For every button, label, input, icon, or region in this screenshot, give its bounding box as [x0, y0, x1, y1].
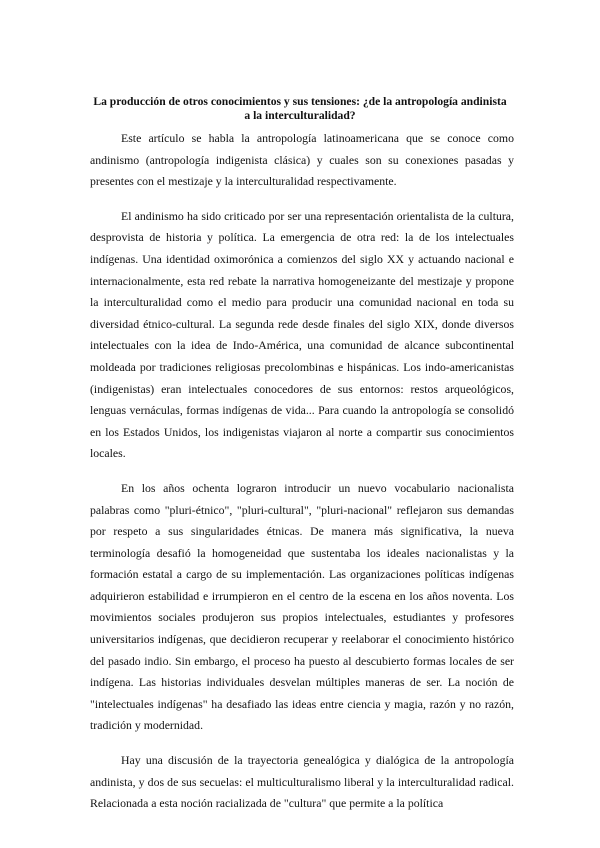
- paragraph-1: Este artículo se habla la antropología latinoamericana que se conoce como andinismo (antropología indigenista clásica) y cuales son su conexiones pasadas y presentes con el mestizaje y la interculturalidad respectivamente.: [90, 131, 514, 189]
- paragraph-4: Hay una discusión de la trayectoria genealógica y dialógica de la antropología andinista, y dos de sus secuelas: el multiculturalismo liberal y la interculturalidad radical. Relacionada a esta noción racializada de "cultura" que permite a la política: [90, 753, 514, 811]
- document-body: [90, 128, 514, 828]
- document-title: La producción de otros conocimientos y sus tensiones: ¿de la antropología andinista a la interculturalidad?: [93, 95, 507, 122]
- paragraph-3: En los años ochenta lograron introducir un nuevo vocabulario nacionalista palabras como "pluri-étnico", "pluri-cultural", "pluri-nacional" reflejaron sus demandas por respeto a sus singularidades étnicas. De manera más significativa, la nueva terminología desafió la homogeneidad que sustentaba los ideales nacionalistas y la formación estatal a cargo de su implementación. Las organizaciones políticas indígenas adquirieron estabilidad e irrumpieron en el centro de la escena en los años noventa. Los movimientos sociales produjeron sus propios intelectuales, estudiantes y profesores universitarios indígenas, que decidieron recuperar y reelaborar el conocimiento histórico del pasado indio. Sin embargo, el proceso ha puesto al descubierto formas locales de ser indígena. Las historias individuales desvelan múltiples maneras de ser. La noción de "intelectuales indígenas" ha desafiado las ideas entre ciencia y magia, razón y no razón, tradición y modernidad.: [90, 480, 514, 733]
- paragraph-2: El andinismo ha sido criticado por ser una representación orientalista de la cultura, desprovista de historia y política. La emergencia de otra red: la de los intelectuales indígenas. Una identidad oximorónica a comienzos del siglo XX y actuando nacional e internacionalmente, esta red rebate la narrativa homogeneizante del mestizaje y propone la interculturalidad como el medio para producir una comunidad nacional en toda su diversidad étnico-cultural. La segunda rede desde finales del siglo XIX, donde diversos intelectuales con la idea de Indo-América, una comunidad de alcance subcontinental moldeada por tradiciones religiosas precolombinas e hispánicas. Los indo-americanistas (indigenistas) eran intelectuales conocedores de sus entornos: restos arqueológicos, lenguas vernáculas, formas indígenas de vida... Para cuando la antropología se consolidó en los Estados Unidos, los indigenistas viajaron al norte a compartir sus conocimientos locales.: [90, 208, 514, 461]
